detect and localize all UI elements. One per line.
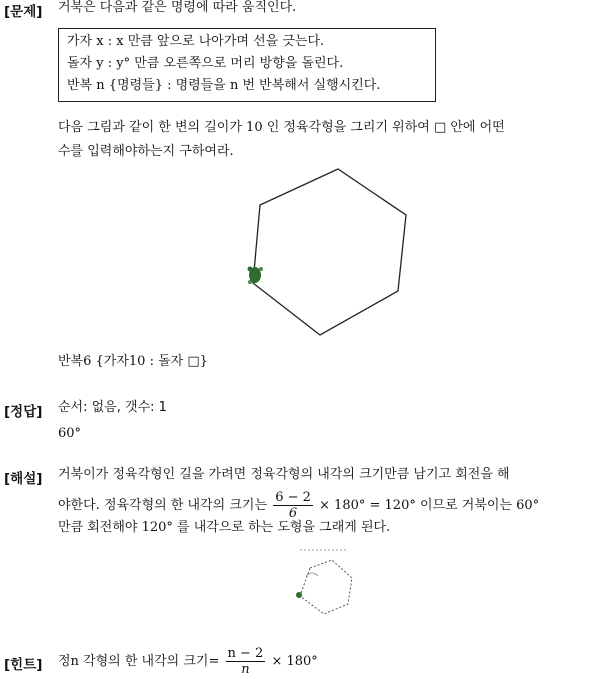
explanation-line-1: 거북이가 정육각형인 길을 가려면 정육각형의 내각의 크기만큼 남기고 회전을 해 [58, 467, 510, 482]
hint-post: × 180° [271, 654, 318, 669]
hint-tag: [힌트] [4, 657, 43, 673]
hint-fraction [226, 646, 266, 677]
problem-tag: [문제] [4, 4, 43, 20]
small-hexagon-path [300, 560, 352, 614]
answer-tag: [정답] [4, 404, 43, 420]
command-turn: 돌자 y : y° 만큼 오른쪽으로 머리 방향을 돌린다. [67, 56, 344, 71]
command-forward: 가자 x : x 만큼 앞으로 나아가며 선을 긋는다. [67, 34, 325, 49]
problem-intro: 거북은 다음과 같은 명령에 따라 움직인다. [58, 0, 297, 15]
command-box [58, 28, 436, 102]
question-line-1: 다음 그림과 같이 한 변의 길이가 10 인 정육각형을 그리기 위하여 □ 안에 어떤 [58, 120, 505, 135]
question-line-2: 수를 입력해야하는지 구하여라. [58, 144, 234, 159]
explanation-fraction-numerator: 6 − 2 [275, 490, 311, 505]
explanation-tag: [해설] [4, 471, 43, 487]
explanation-fraction-denominator: 6 [288, 506, 298, 521]
code-line: 반복6 {가자10 : 돌자 □} [58, 354, 208, 369]
answer-line-1: 순서: 없음, 갯수: 1 [58, 400, 167, 415]
hint-fraction-numerator: n − 2 [227, 646, 264, 661]
explanation-line-2-post: × 180° = 120° 이므로 거북이는 60° [319, 498, 540, 513]
answer-line-2: 60° [58, 426, 82, 441]
turtle-icon [248, 267, 264, 285]
command-repeat: 반복 n {명령들} : 명령들을 n 번 반복해서 실행시킨다. [67, 78, 381, 93]
hexagon-path [253, 169, 406, 335]
hexagon-figure [240, 165, 420, 340]
small-turtle-icon [296, 592, 302, 598]
explanation-line-3: 만큼 회전해야 120° 를 내각으로 하는 도형을 그래게 된다. [58, 520, 391, 535]
small-hexagon-figure [290, 546, 360, 618]
explanation-line-2-pre: 야한다. 정육각형의 한 내각의 크기는 [58, 498, 268, 513]
hint-line [58, 645, 318, 679]
hint-pre: 정n 각형의 한 내각의 크기= [58, 654, 220, 669]
hint-fraction-denominator: n [241, 662, 250, 677]
